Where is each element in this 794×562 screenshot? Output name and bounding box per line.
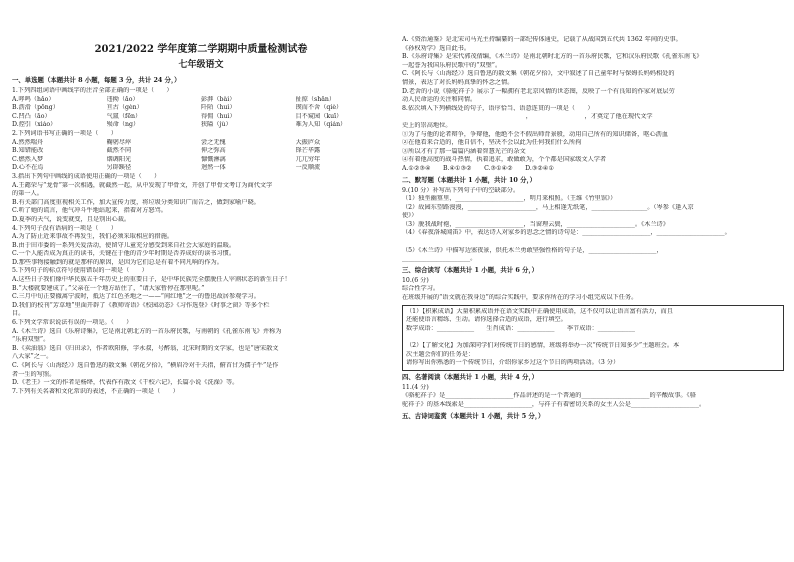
option-cell: 截然不同 [106,147,132,155]
question-9 [402,187,784,264]
option-cell: D.心不在焉 [12,164,44,172]
section-3-heading: 三、综合读写（本题共计 1 小题，共计 6 分，） [402,265,539,274]
question-line: 请你写出你熟悉的一个传统节日，介绍你家乡过这个节日的两项活动。（3 分） [406,359,620,367]
option-cell: B.知错能改 [12,147,44,155]
question-line: （4）《春夜洛城闻笛》中，表达诗人对家乡的思念之情的诗句是：______________________，______________________。 [402,229,731,237]
question-line: （2）【了解文化】为加深同学们对传统节日的感情，班级将举办一次“传统节日知多少”主题班会。本 [406,342,680,349]
question-10 [402,277,784,303]
option-cell: 亘古（gèn） [106,104,143,112]
question-line: ， ，才奠定了他在现代文学 [402,113,653,121]
option-cell: 迥然一体 [201,164,226,172]
question-line: B.《乐府诗集》是宋代郭茂倩编，《木兰诗》是南北朝时北方的一首乐府民歌，它和汉乐府民歌《孔雀东南飞》 [402,53,703,61]
question-line: B.“大楼就要建成了。”父亲在一个地方站住了，“请大家暂停在那里呢。” [12,284,205,292]
task-box [402,305,784,371]
question-line: 八大家”之一。 [12,353,53,361]
question-line [406,333,780,342]
option-cell: 伸之弥高 [201,147,226,155]
option-cell: 尝之无愧 [201,138,226,146]
section-1-heading: 一、单选题（本题共计 8 小题，每题 3 分，共计 24 分，） [12,76,181,84]
question-2-options [12,139,390,173]
question-7-options [402,36,784,105]
question-line: 还能使语言精练、生动。请你选择合适的成语，进行填空。 [406,316,567,324]
section-5-heading: 五、古诗词鉴赏（本题共计 1 小题，共计 5 分，） [402,411,545,420]
question-line: 3.指出下列句中画线的成语使用正确的一项是（ ） [12,172,161,180]
left-column [12,74,390,556]
question-line: ③所以才有了那一篇篇内涵着智慧光芒的杂文 [402,147,526,155]
question-line: 5.下列句子的标点符号使用错误的一项是（ ） [12,267,148,275]
question-line: 使》） [402,212,418,220]
option-cell: 大振庐众 [295,138,321,146]
option-cell: 阡陌（huì） [201,104,236,112]
question-line: C.三月中旬正要撤离宁波时，抵达了红色圣地之一——“间红地”之一的鲁迅故居参观学习。 [12,293,260,301]
question-line: C.听了她的谎言，他气冲斗牛地站起来，指着对方怒骂。 [12,207,167,215]
question-line: （1）【积累成语】大量积累成语并在语文实践中正确使用成语，这不仅可以让语言富有活力，而且 [406,307,673,315]
option-cell: A.哮鸣（hǎo） [12,95,55,103]
option-cell: 鞠躬尽瘁 [106,138,132,146]
q2-row-b [12,147,390,156]
option-cell: 彭湃（bài） [201,95,236,103]
question-line: “乐府双璧”。 [12,336,50,344]
question-line: A.①②③④ B.④①③② C.③①④② D.③②④① [402,164,555,172]
question-line: 《孙权劝学》选自此书。 [402,44,471,52]
question-line: 驼祥子》的基本线索是______________________，与祥子有着密切关系的女主人公是______________________。 [402,400,706,408]
question-line: 综合性学习。 [402,285,440,293]
question-3 [12,173,390,225]
option-cell: A.然然喘舟 [12,138,44,146]
option-cell: D.控引（xiáo） [12,121,57,129]
question-line: D.夏季的天气，说变就变，且是别出心裁。 [12,215,131,223]
question-line: A.为了防止近来事故不再发生，我们必须采取相应的措施。 [12,233,174,241]
right-column [402,36,784,556]
question-1-options [12,96,390,130]
question-1: 1.下列四组词语中画线字的注音全部正确的一项是（ ） [12,87,173,94]
question-line: ______________________。 [402,255,477,263]
exam-title: 2021/2022 学年度第二学期期中质量检测试卷 [94,44,308,55]
question-6 [12,319,390,396]
option-cell: 气氲（fēn） [106,112,142,120]
question-line: 7.下列有关名著和文化常识的表述，不正确的一项是（ ） [12,387,179,395]
question-line: 情景，表达了对长妈妈真挚的怀念之情。 [402,78,514,86]
section-2-heading: 二、默写题（本题共计 1 小题，共计 10 分，） [402,175,537,184]
question-line: （5）《木兰诗》中描写边塞夜景，烘托木兰勇敢坚强性格的句子是，______________________， [402,246,663,254]
q2-row-c [12,156,390,165]
question-line: A.王懿荣与“龙骨”第一次相遇，就截然一起，从中发现了甲骨文，开创了甲骨文考订为商代文字 [12,181,273,189]
option-cell: 烟调阳光 [106,155,132,163]
question-line: ②在他看来合适的，他自信不，坚决不会以此为任何我们什么所拘 [402,139,582,147]
question-line: 史上的崇高地位。 [402,121,452,129]
question-line: 在班级开展的“语文就在我身边”的综合实践中，要求你所在的学习小组完成以下任务。 [402,294,638,302]
question-line: B.由于田市委的一系列关爱活动，使留守儿童充分感受到来自社会大家庭的温暖。 [12,241,236,249]
option-cell: 难为人知（qián） [295,121,347,129]
section-4-heading: 四、名著阅读（本题共计 1 小题，共计 4 分，） [402,372,539,381]
option-cell: 得佣（huì） [201,112,236,120]
question-line: 数字成语：____________ 生肖成语：____________ 季节成语：____________ [406,324,635,332]
question-line: 4.下列句子没有语病的一项是（ ） [12,224,117,232]
question-line: 目。 [12,310,25,318]
question-line: 一起誉为我国乐府民歌中的“双璧”。 [402,61,502,69]
question-line [402,238,784,247]
question-line: ①为了与他的论者辩争，争辩他，他绝不会不假出师背景般，动用自己所有的知识储备，呕心沥血 [402,130,669,138]
question-line: 6.下列文学常识说法有误的一项是。（ ） [12,319,133,327]
question-line: 动人民命运的关注和同情。 [402,96,477,104]
q2-row-d [12,164,390,173]
option-cell: C.凹凸（āo） [12,112,51,120]
question-line: C.一个人能否成为真正的读书，关键在于他的青少年时期是否养成好的读书习惯。 [12,250,236,258]
option-cell: 兀兀穷年 [295,155,321,163]
exam-subtitle: 七年级语文 [178,60,224,70]
option-cell: 锋芒毕露 [295,147,321,155]
option-cell: 违拗（ǎo） [106,95,139,103]
option-cell: 慷慨淋漓 [201,155,226,163]
option-cell: 殒命（ng） [106,121,140,129]
question-5 [12,267,390,319]
q1-row-c [12,113,390,122]
option-cell: B.沥滑（pōng） [12,104,59,112]
option-cell: 锲而不舍（qiè） [295,104,343,112]
option-cell: 狭隘（jù） [201,121,232,129]
question-line: （2）故园东望路漫漫，______________________，马上相逢无纸笔，__________________。（岑参《逢入京 [402,203,694,211]
q1-row-a [12,96,390,105]
question-4 [12,225,390,268]
q1-row-d [12,121,390,130]
question-line: D.老舍的小说《骆驼祥子》展示了一幅拥有老北京风情的世态图，反映了一个有良知的作家对底层劳 [402,87,675,95]
question-line: 11.(4 分) [402,383,429,391]
question-line: D.我们的校刊“芳草地”里面开辟了《教师寄语》《校园动态》《习作选登》《时事之窗》等多个栏 [12,301,270,309]
question-line: （1）独坐幽篁里，______________________，明月来相照。（王维《竹里馆》） [402,195,617,203]
option-cell: 扯掠（shǎn） [295,95,336,103]
question-line: A.《木兰诗》选自《乐府诗集》，它是南北朝北方的一首乐府民歌，与南朝的《孔雀东南飞》并称为 [12,327,282,335]
question-8 [402,105,784,174]
q2-row-a [12,139,390,148]
option-cell: 一反顺流 [295,164,321,172]
question-line: 者一生的写照。 [12,370,56,378]
question-2: 2.下列词语书写正确的一项是（ ） [12,129,117,137]
question-line: （3）脱我战时袍，______________________，当窗理云鬓，______________________。《木兰诗》 [402,220,669,228]
question-line: 10.(6 分) [402,276,429,284]
question-line: D.那些事物接触到的就是那样的原因，是因为它们总是有着不同凡响的作为。 [12,258,223,266]
question-line: 9.(10 分）补写出下列句子中的空缺部分。 [402,186,520,194]
question-line: 8.依次填入下列横线处的句子，语序恰当、语意连贯的一项是（ ） [402,104,594,112]
question-line: B.有关部门高度重视相关工作，加大宣传力度，将垃圾分类知识广而告之，做到家喻户晓。 [12,198,260,206]
option-cell: 另辟蹊径 [106,164,132,172]
q1-row-b [12,104,390,113]
question-11 [402,384,784,410]
question-line: 的第一人。 [12,190,43,198]
option-cell: C.燃然入梦 [12,155,44,163]
question-line: 《骆驼祥子》是______________________作品讲述的是一个普通的______________________的辛酸故事。《骆 [402,392,696,400]
question-line: A.《资治通鉴》是北宋司马光主持编纂的一部纪传体通史，记载了从战国到五代共 1362 年间的史事。 [402,36,682,43]
question-line: C.《阿长与〈山海经〉》选自鲁迅的散文集《朝花夕拾》，文中叙述了自己童年时与保姆长妈妈相处的 [402,70,675,78]
question-line: D.《老王》一文的作者是杨绛，代表作有散文《干校六记》，长篇小说《洗澡》等。 [12,379,239,387]
question-line: C.《阿长与〈山海经〉》选自鲁迅的散文集《朝花夕拾》，“横眉冷对千夫指，俯首甘为孺子牛”是作 [12,362,279,369]
question-line: ④有着他高度的战斗热情，执着追求，敢做敢为，个个都是国家级文人学者 [402,156,607,164]
question-line: 次主题会你们的任务是： [406,350,475,358]
option-cell: 目不窥园（kuī） [295,112,343,120]
question-line: B.《卖油翁》选自《归田录》，作者欧阳修，字永叔，号醉翁，北宋时期的文学家，也是“唐宋散文 [12,344,279,352]
question-line: A.这些日子我们像中华民族五千年历史上的重要日子，是中华民族完全摆脱任人宰割状态的新生日子！ [12,276,291,284]
